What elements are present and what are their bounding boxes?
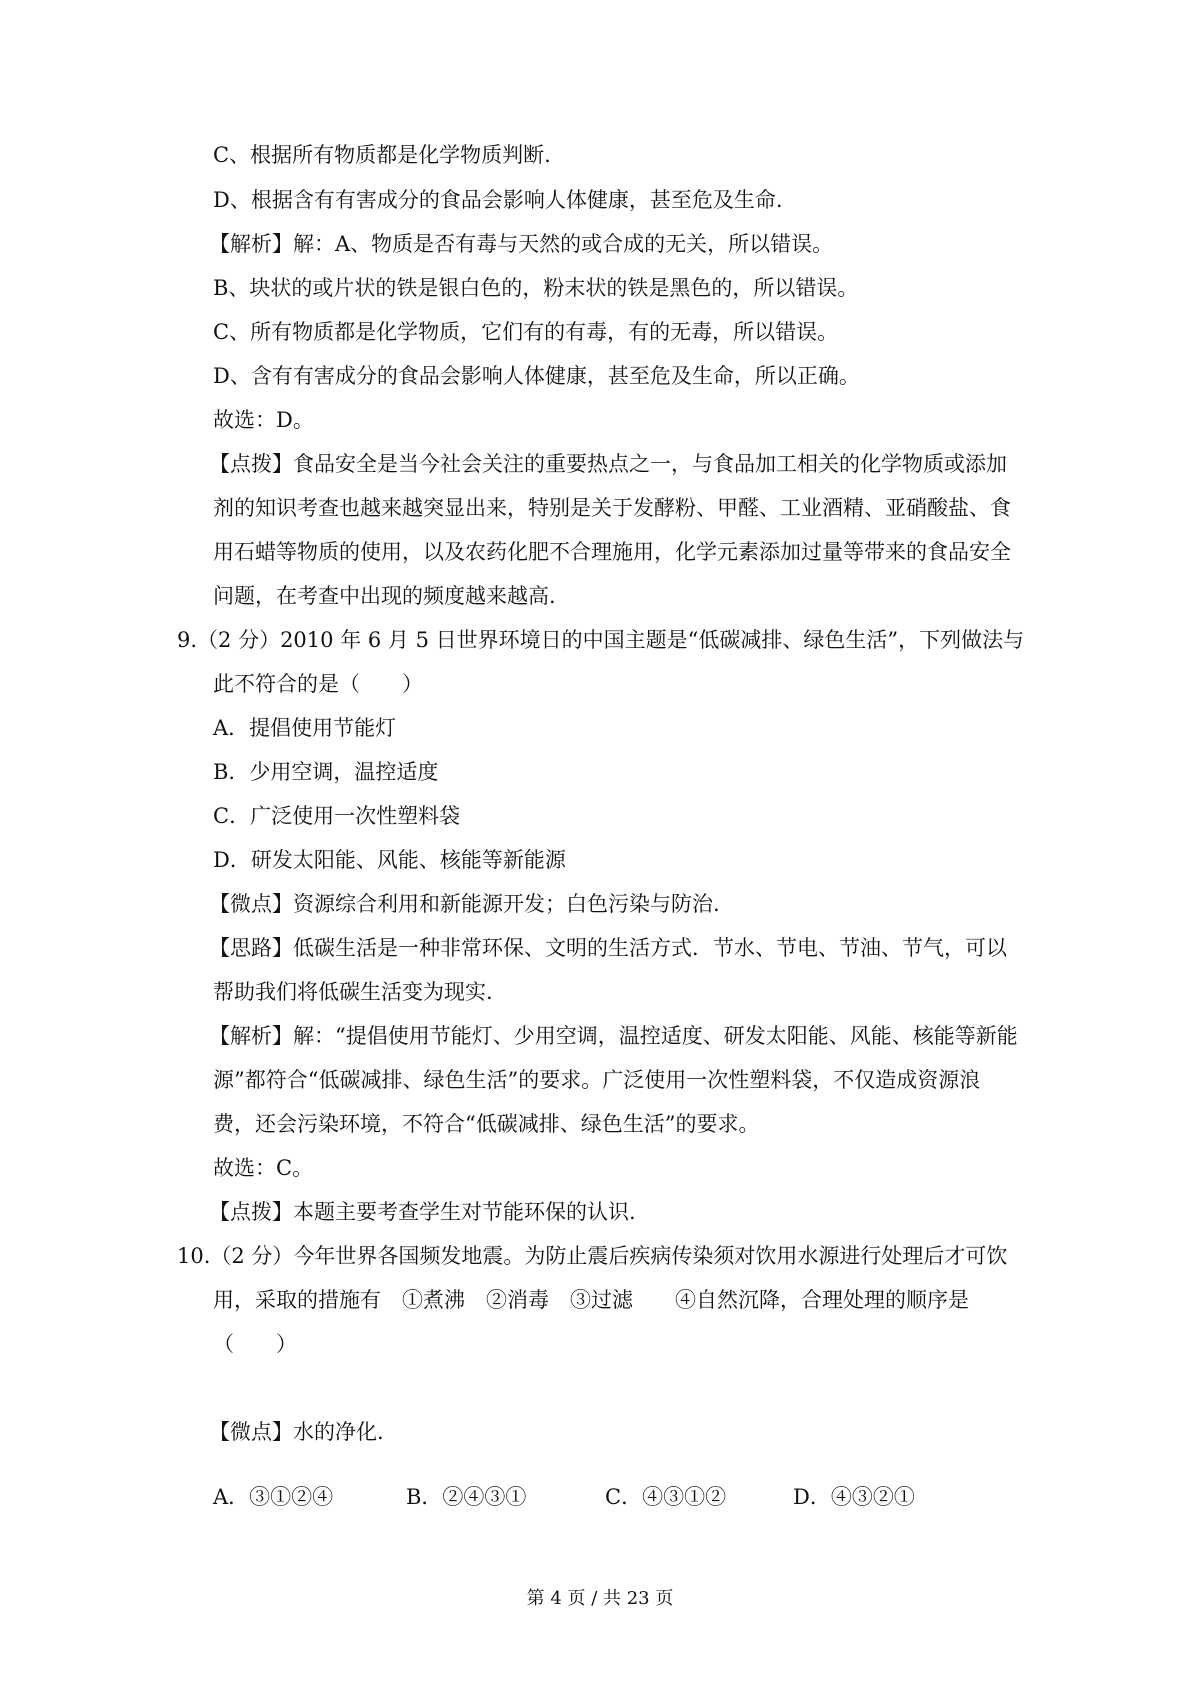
q9-analysis-line: 费，还会污染环境，不符合“低碳减排、绿色生活”的要求。 bbox=[213, 1112, 760, 1136]
q9-idea-line: 帮助我们将低碳生活变为现实. bbox=[213, 980, 493, 1004]
prev-analysis-line: C、所有物质都是化学物质，它们有的有毒，有的无毒，所以错误。 bbox=[213, 320, 839, 344]
q10-option-d: D．④③②① bbox=[793, 1485, 915, 1509]
q10-point: 【微点】水的净化. bbox=[209, 1420, 384, 1444]
q9-option-b: B．少用空调，温控适度 bbox=[213, 760, 439, 784]
q9-idea-line: 【思路】低碳生活是一种非常环保、文明的生活方式．节水、节电、节油、节气，可以 bbox=[209, 936, 1007, 960]
q10-stem-line: 用，采取的措施有 ①煮沸 ②消毒 ③过滤 ④自然沉降，合理处理的顺序是 bbox=[213, 1288, 969, 1312]
q9-option-a: A．提倡使用节能灯 bbox=[213, 716, 397, 740]
q9-option-c: C．广泛使用一次性塑料袋 bbox=[213, 804, 461, 828]
q10-option-a: A．③①②④ bbox=[213, 1485, 334, 1509]
q9-analysis-line: 源”都符合“低碳减排、绿色生活”的要求。广泛使用一次性塑料袋，不仅造成资源浪 bbox=[213, 1068, 981, 1092]
q9-comment: 【点拨】本题主要考查学生对节能环保的认识. bbox=[209, 1200, 636, 1224]
q10-option-c: C．④③①② bbox=[605, 1485, 727, 1509]
q10-stem-line: （ ） bbox=[213, 1332, 297, 1356]
prev-comment-line: 问题，在考查中出现的频度越来越高. bbox=[213, 584, 556, 608]
prev-option-c: C、根据所有物质都是化学物质判断. bbox=[213, 143, 551, 167]
q9-analysis-line: 【解析】解：“提倡使用节能灯、少用空调，温控适度、研发太阳能、风能、核能等新能 bbox=[209, 1024, 1018, 1048]
q9-stem-line: 9.（2 分）2010 年 6 月 5 日世界环境日的中国主题是“低碳减排、绿色生活”，下列做法与 bbox=[177, 628, 1025, 652]
prev-comment-line: 用石蜡等物质的使用，以及农药化肥不合理施用，化学元素添加过量等带来的食品安全 bbox=[213, 540, 1011, 564]
q9-point: 【微点】资源综合利用和新能源开发；白色污染与防治. bbox=[209, 892, 720, 916]
prev-comment-line: 剂的知识考查也越来越突显出来，特别是关于发酵粉、甲醛、工业酒精、亚硝酸盐、食 bbox=[213, 496, 1011, 520]
q9-answer: 故选：C。 bbox=[213, 1156, 314, 1180]
prev-analysis-line: B、块状的或片状的铁是银白色的，粉末状的铁是黑色的，所以错误。 bbox=[213, 276, 859, 300]
prev-answer: 故选：D。 bbox=[213, 408, 314, 432]
prev-analysis-line: D、含有有害成分的食品会影响人体健康，甚至危及生命，所以正确。 bbox=[213, 364, 860, 388]
prev-analysis-line: 【解析】解：A、物质是否有毒与天然的或合成的无关，所以错误。 bbox=[209, 232, 834, 256]
page-footer: 第 4 页 / 共 23 页 bbox=[526, 1588, 674, 1609]
q10-options bbox=[213, 1482, 973, 1512]
q9-stem-line: 此不符合的是（ ） bbox=[213, 672, 423, 696]
q10-option-b: B．②④③① bbox=[406, 1485, 527, 1509]
q10-stem-line: 10.（2 分）今年世界各国频发地震。为防止震后疾病传染须对饮用水源进行处理后才可饮 bbox=[177, 1244, 1008, 1268]
q9-option-d: D．研发太阳能、风能、核能等新能源 bbox=[213, 848, 566, 872]
prev-comment-line: 【点拨】食品安全是当今社会关注的重要热点之一，与食品加工相关的化学物质或添加 bbox=[209, 452, 1007, 476]
prev-option-d: D、根据含有有害成分的食品会影响人体健康，甚至危及生命. bbox=[213, 188, 783, 212]
